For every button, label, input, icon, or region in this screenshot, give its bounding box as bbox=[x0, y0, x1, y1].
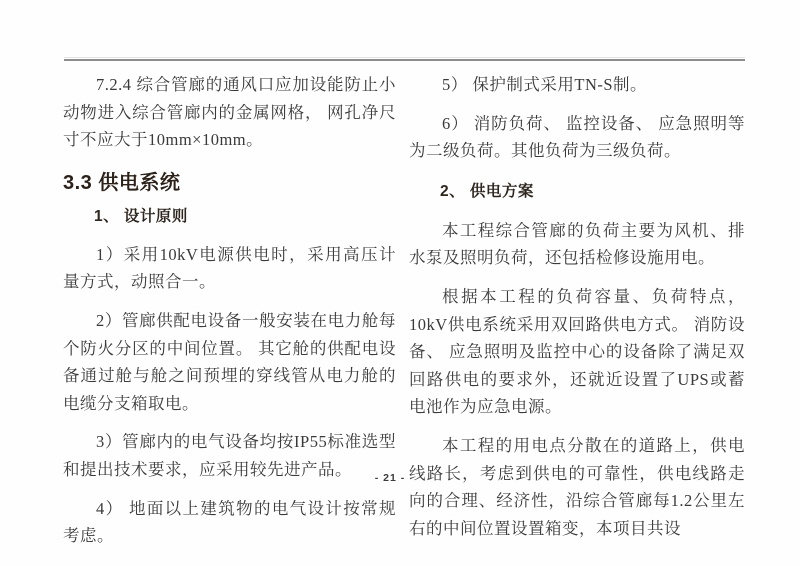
header-rule bbox=[64, 57, 745, 61]
paragraph-scheme-loads: 本工程综合管廊的负荷主要为风机、排水泵及照明负荷，还包括检修设施用电。 bbox=[409, 220, 745, 268]
paragraph-scheme-dual-circuit: 根据本工程的负荷容量、负荷特点，10kV供电系统采用双回路供电方式。 消防设备、 应急照明及监控中心的设备除了满足双回路供电的要求外，还就近设置了UPS或蓄电池作为应急电源。 bbox=[409, 286, 745, 417]
subheading-power-supply-scheme: 2、 供电方案 bbox=[440, 182, 534, 200]
paragraph-design-principle-6: 6） 消防负荷、 监控设备、 应急照明等为二级负荷。其他负荷为三级负荷。 bbox=[409, 113, 745, 161]
left-column bbox=[63, 71, 396, 561]
paragraph-7-2-4: 7.2.4 综合管廊的通风口应加设能防止小动物进入综合管廊内的金属网格， 网孔净尺寸不应大于10mm×10mm。 bbox=[63, 75, 396, 150]
page-number: - 21 - bbox=[374, 472, 406, 484]
paragraph-scheme-box-transformer: 本工程的用电点分散在的道路上，供电线路长，考虑到供电的可靠性，供电线路走向的合理、经济性，沿综合管廊每1.2公里左右的中间位置设置箱变，本项目共设 bbox=[409, 435, 745, 538]
subheading-design-principles: 1、 设计原则 bbox=[94, 207, 188, 225]
section-heading-power-supply-system: 3.3 供电系统 bbox=[63, 171, 181, 194]
paragraph-design-principle-5: 5） 保护制式采用TN-S制。 bbox=[442, 75, 648, 94]
paragraph-design-principle-2: 2）管廊供配电设备一般安装在电力舱每个防火分区的中间位置。 其它舱的供配电设备通过舱与舱之间预埋的穿线管从电力舱的电缆分支箱取电。 bbox=[63, 310, 396, 413]
paragraph-design-principle-1: 1）采用10kV电源供电时，采用高压计量方式，动照合一。 bbox=[63, 244, 396, 292]
paragraph-design-principle-4: 4） 地面以上建筑物的电气设计按常规考虑。 bbox=[63, 498, 396, 546]
paragraph-design-principle-3: 3）管廊内的电气设备均按IP55标准选型和提出技术要求，应采用较先进产品。 bbox=[63, 432, 396, 479]
